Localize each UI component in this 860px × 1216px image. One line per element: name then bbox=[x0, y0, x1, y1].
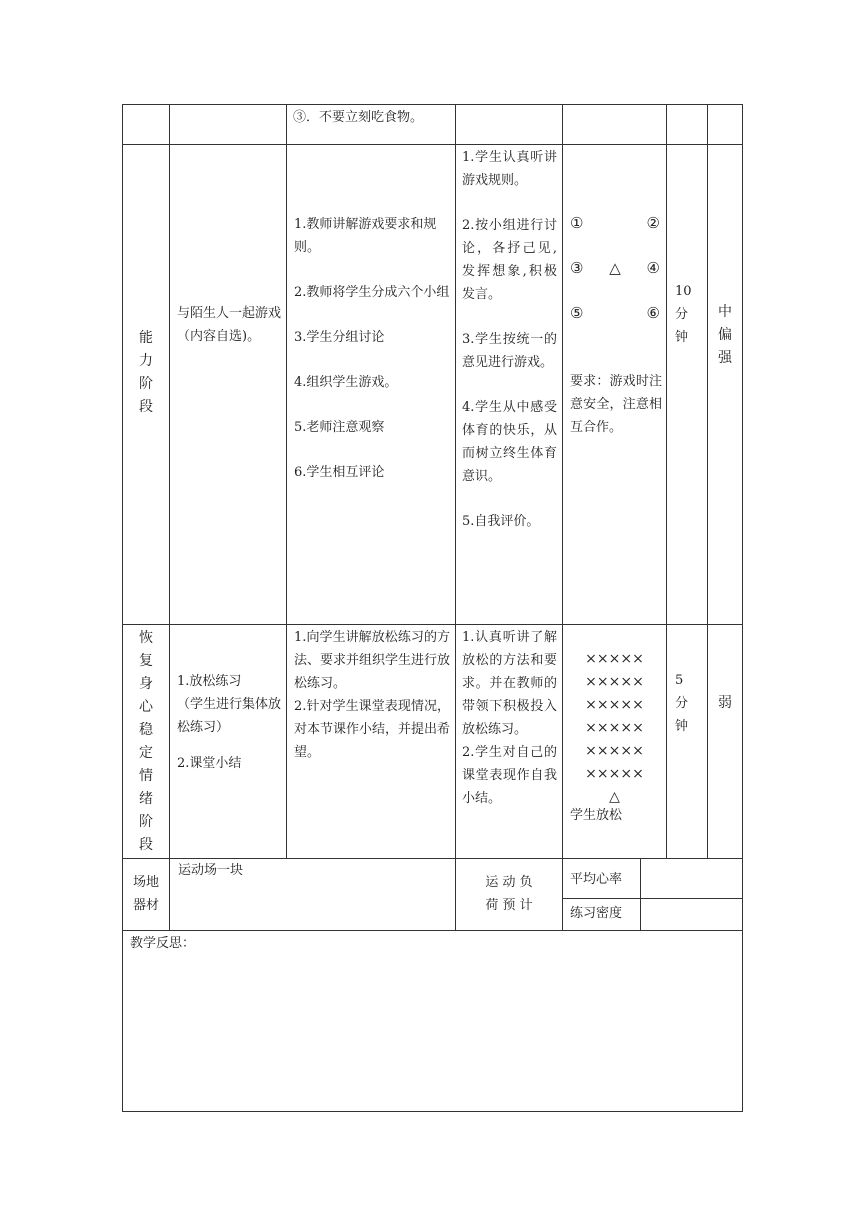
time-value: 5 bbox=[675, 673, 684, 688]
student-item: 4.学生从中感受体育的快乐，从而树立终生体育意识。 bbox=[462, 400, 557, 484]
student-row: ××××× bbox=[585, 743, 644, 759]
student-item: 2.学生对自己的课堂表现作自我小结。 bbox=[462, 745, 557, 806]
column-divider bbox=[666, 104, 667, 858]
stage-char: 定 bbox=[139, 745, 153, 761]
student-item: 1.认真听讲了解放松的方法和要求。并在教师的带领下积极投入放松练习。 bbox=[462, 630, 557, 737]
column-divider bbox=[455, 104, 456, 930]
group-marker: ⑤ bbox=[570, 304, 584, 322]
stage-char: 心 bbox=[139, 699, 153, 715]
load-char: 偏 bbox=[718, 327, 732, 343]
student-item: 5.自我评价。 bbox=[462, 514, 540, 529]
column-divider bbox=[286, 104, 287, 858]
teacher-marker: △ bbox=[609, 789, 620, 805]
student-row: ××××× bbox=[585, 697, 644, 713]
venue-value-text: 运动场一块 bbox=[178, 863, 244, 878]
teacher-activities-ability bbox=[294, 213, 450, 484]
content-text: 与陌生人一起游戏（内容自选)。 bbox=[177, 306, 282, 344]
row-divider bbox=[122, 144, 742, 145]
load-char: 弱 bbox=[718, 695, 732, 711]
teacher-activities-recovery bbox=[294, 626, 450, 764]
stage-char: 阶 bbox=[139, 376, 153, 392]
group-marker: ① bbox=[570, 214, 584, 232]
content-item: 2.课堂小结 bbox=[177, 756, 242, 771]
column-divider bbox=[707, 104, 708, 858]
column-divider bbox=[169, 104, 170, 930]
column-divider bbox=[640, 858, 641, 930]
formation-row bbox=[570, 257, 660, 302]
teacher-item: 2.针对学生课堂表现情况，对本节课作小结，并提出希望。 bbox=[294, 699, 451, 760]
stage-label-ability bbox=[123, 327, 169, 419]
load-forecast-line: 运 动 负 bbox=[485, 875, 533, 890]
stage-char: 能 bbox=[139, 330, 153, 346]
stage-char: 情 bbox=[139, 768, 153, 784]
method-tail-cell bbox=[293, 106, 453, 129]
stage-char: 绪 bbox=[139, 791, 153, 807]
stage-char: 稳 bbox=[139, 722, 153, 738]
formation-recovery bbox=[563, 648, 666, 809]
stage-char: 段 bbox=[139, 399, 153, 415]
time-ability bbox=[675, 280, 705, 349]
student-activities-recovery bbox=[462, 626, 557, 810]
teacher-item: 1.向学生讲解放松练习的方法、要求并组织学生进行放松练习。 bbox=[294, 630, 451, 691]
stage-char: 身 bbox=[139, 676, 153, 692]
stage-char: 恢 bbox=[139, 630, 153, 646]
reflection-label-text: 教学反思： bbox=[130, 936, 196, 951]
venue-label bbox=[123, 871, 169, 917]
content-ability bbox=[177, 302, 281, 348]
teacher-item: 4.组织学生游戏。 bbox=[294, 375, 398, 390]
row-divider bbox=[122, 624, 742, 625]
group-marker: ④ bbox=[646, 259, 660, 277]
time-unit: 分 bbox=[675, 307, 689, 322]
time-value: 10 bbox=[675, 284, 692, 299]
group-marker: ② bbox=[646, 214, 660, 232]
formation-caption bbox=[570, 804, 660, 827]
load-forecast-line: 荷 预 计 bbox=[485, 898, 533, 913]
teacher-item: 2.教师将学生分成六个小组 bbox=[294, 285, 450, 300]
stage-char: 阶 bbox=[139, 814, 153, 830]
content-item: （学生进行集体放松练习） bbox=[177, 697, 282, 735]
student-item: 1.学生认真听讲游戏规则。 bbox=[462, 150, 557, 188]
stage-char: 段 bbox=[139, 837, 153, 853]
row-divider bbox=[562, 898, 742, 899]
formation-row bbox=[570, 212, 660, 257]
load-ability bbox=[708, 301, 742, 370]
stage-char: 力 bbox=[139, 353, 153, 369]
heart-rate-label bbox=[570, 868, 638, 891]
student-item: 3.学生按统一的意见进行游戏。 bbox=[462, 332, 557, 370]
formation-row bbox=[570, 302, 660, 347]
table-border-top bbox=[122, 104, 742, 105]
table-border-left bbox=[122, 104, 123, 1112]
venue-label-line: 器材 bbox=[132, 898, 159, 913]
group-marker: ③ bbox=[570, 259, 584, 277]
teacher-item: 1.教师讲解游戏要求和规则。 bbox=[294, 217, 437, 255]
group-marker: ⑥ bbox=[646, 304, 660, 322]
row-divider bbox=[122, 930, 742, 931]
time-unit: 钟 bbox=[675, 330, 689, 345]
teacher-marker: △ bbox=[609, 259, 621, 277]
student-row: ××××× bbox=[585, 651, 644, 667]
venue-label-line: 场地 bbox=[132, 875, 159, 890]
method-tail-text: ③．不要立刻吃食物。 bbox=[293, 110, 424, 125]
load-forecast-label bbox=[456, 871, 562, 917]
load-char: 强 bbox=[718, 350, 732, 366]
load-char: 中 bbox=[718, 304, 732, 320]
student-row: ××××× bbox=[585, 720, 644, 736]
stage-char: 复 bbox=[139, 653, 153, 669]
content-item: 1.放松练习 bbox=[177, 674, 242, 689]
table-border-right bbox=[742, 104, 743, 1112]
student-row: ××××× bbox=[585, 674, 644, 690]
requirement-text: 要求：游戏时注意安全，注意相互合作。 bbox=[570, 374, 662, 435]
formation-ability bbox=[570, 212, 660, 347]
load-recovery bbox=[708, 692, 742, 715]
content-recovery bbox=[177, 670, 281, 775]
density-label bbox=[570, 902, 638, 925]
student-activities-ability bbox=[462, 146, 557, 533]
teacher-item: 6.学生相互评论 bbox=[294, 465, 385, 480]
time-unit: 钟 bbox=[675, 719, 689, 734]
student-row: ××××× bbox=[585, 766, 644, 782]
stage-label-recovery bbox=[123, 627, 169, 857]
formation-caption-text: 学生放松 bbox=[570, 808, 623, 823]
reflection-label bbox=[130, 932, 330, 955]
teacher-item: 5.老师注意观察 bbox=[294, 420, 385, 435]
density-label-text: 练习密度 bbox=[570, 906, 623, 921]
student-item: 2.按小组进行讨论，各抒己见,发挥想象,积极发言。 bbox=[462, 218, 557, 302]
table-border-bottom bbox=[122, 1111, 742, 1112]
venue-value bbox=[178, 859, 448, 882]
requirement-ability bbox=[570, 370, 662, 439]
time-unit: 分 bbox=[675, 696, 689, 711]
time-recovery bbox=[675, 669, 705, 738]
heart-rate-label-text: 平均心率 bbox=[570, 872, 623, 887]
teacher-item: 3.学生分组讨论 bbox=[294, 330, 385, 345]
